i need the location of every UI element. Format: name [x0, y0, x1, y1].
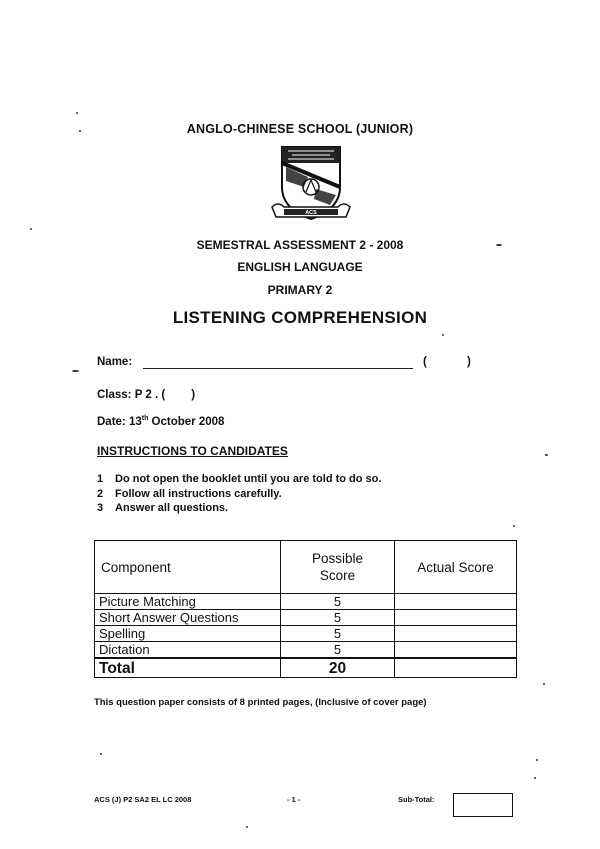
column-header-actual-score: Actual Score	[395, 541, 517, 594]
name-label: Name:	[97, 356, 133, 368]
component-cell: Picture Matching	[95, 594, 281, 610]
date-line	[97, 415, 224, 428]
date-ordinal: th	[141, 415, 149, 422]
footer-page-number: - 1 -	[287, 795, 301, 804]
level-title: PRIMARY 2	[267, 283, 333, 297]
total-possible-cell: 20	[281, 658, 395, 678]
name-field[interactable]	[97, 356, 497, 374]
footer-paper-code: ACS (J) P2 SA2 EL LC 2008	[94, 795, 192, 804]
scan-speck	[496, 244, 502, 246]
table-row	[95, 610, 517, 626]
scan-speck	[79, 130, 81, 132]
actual-score-cell[interactable]	[395, 594, 517, 610]
table-row	[95, 594, 517, 610]
table-total-row	[95, 658, 517, 678]
class-field[interactable]	[97, 389, 195, 401]
scan-speck	[246, 826, 248, 828]
name-underline	[143, 368, 413, 369]
table-row	[95, 642, 517, 659]
component-cell: Short Answer Questions	[95, 610, 281, 626]
scan-speck	[513, 525, 515, 527]
date-suffix: October 2008	[148, 415, 225, 428]
scan-speck	[72, 370, 79, 372]
register-number-open: (	[423, 356, 427, 368]
table-header-row	[95, 541, 517, 594]
component-cell: Spelling	[95, 626, 281, 642]
component-cell: Dictation	[95, 642, 281, 659]
subject-title: ENGLISH LANGUAGE	[237, 260, 363, 274]
subtotal-box[interactable]	[453, 793, 513, 817]
svg-text:ACS: ACS	[305, 210, 317, 216]
scan-speck	[442, 334, 444, 336]
score-table	[94, 540, 517, 678]
scan-speck	[534, 777, 536, 779]
class-label: Class: P 2 . (	[97, 389, 166, 401]
scan-speck	[30, 228, 32, 230]
possible-score-cell: 5	[281, 610, 395, 626]
register-number-close: )	[467, 356, 471, 368]
instruction-item: 1 Do not open the booklet until you are told to do so.	[97, 473, 382, 485]
actual-score-cell[interactable]	[395, 626, 517, 642]
paper-title: LISTENING COMPREHENSION	[172, 308, 428, 327]
instructions-list	[97, 472, 381, 516]
instruction-item: 2 Follow all instructions carefully.	[97, 487, 282, 500]
actual-score-cell[interactable]	[395, 642, 517, 659]
scan-speck	[76, 112, 78, 114]
total-actual-cell[interactable]	[395, 658, 517, 678]
class-close: )	[191, 389, 196, 401]
assessment-title: SEMESTRAL ASSESSMENT 2 - 2008	[196, 238, 404, 252]
date-prefix: Date: 13	[97, 415, 142, 428]
possible-score-cell: 5	[281, 594, 395, 610]
footer-subtotal-label: Sub-Total:	[398, 795, 435, 804]
scan-speck	[100, 753, 102, 755]
possible-score-cell: 5	[281, 626, 395, 642]
school-crest-logo	[268, 143, 354, 225]
pages-note: This question paper consists of 8 printed pages, (Inclusive of cover page)	[94, 697, 427, 708]
column-header-possible-score: Possible Score	[281, 541, 395, 594]
scan-speck	[536, 759, 538, 761]
total-label-cell: Total	[95, 658, 281, 678]
possible-score-cell: 5	[281, 642, 395, 659]
actual-score-cell[interactable]	[395, 610, 517, 626]
table-row	[95, 626, 517, 642]
scan-speck	[545, 454, 548, 456]
scan-speck	[543, 683, 545, 685]
column-header-component: Component	[95, 541, 281, 594]
instruction-item: 3 Answer all questions.	[97, 502, 229, 514]
school-name: ANGLO-CHINESE SCHOOL (JUNIOR)	[186, 122, 414, 136]
instructions-heading: INSTRUCTIONS TO CANDIDATES	[97, 444, 288, 458]
